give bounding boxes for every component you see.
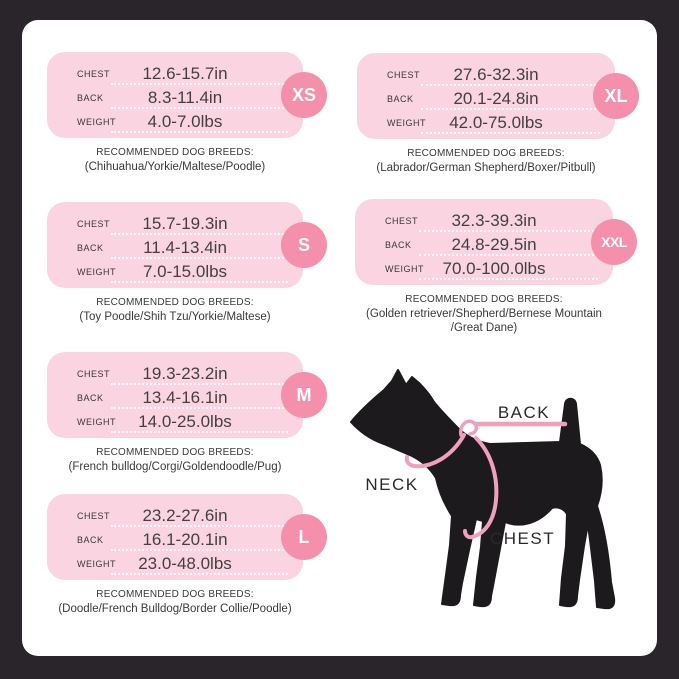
- measure-row-back: [355, 233, 613, 257]
- chest-label: CHEST: [77, 219, 111, 229]
- weight-value: 4.0-7.0lbs: [147, 112, 223, 131]
- measure-row-chest: [47, 62, 303, 86]
- weight-value: 14.0-25.0lbs: [138, 412, 232, 431]
- chest-label: CHEST: [77, 511, 111, 521]
- chest-value: 19.3-23.2in: [142, 364, 228, 383]
- breeds-block: [355, 294, 613, 336]
- back-value: 16.1-20.1in: [142, 530, 228, 549]
- breeds-heading: RECOMMENDED DOG BREEDS:: [96, 147, 254, 158]
- size-card-xs: [47, 52, 316, 174]
- chest-label: CHEST: [387, 70, 421, 80]
- breeds-list: (Golden retriever/Shepherd/Bernese Mountain /Great Dane): [366, 308, 602, 335]
- back-label: BACK: [77, 535, 104, 545]
- chest-value: 23.2-27.6in: [142, 506, 228, 525]
- measure-row-weight: [47, 260, 303, 284]
- weight-value: 42.0-75.0lbs: [449, 113, 543, 132]
- measurement-box: [355, 199, 627, 285]
- chest-label: CHEST: [77, 69, 111, 79]
- back-label: BACK: [77, 243, 104, 253]
- measurement-box: [47, 494, 310, 580]
- measure-row-chest: [47, 212, 303, 236]
- breeds-block: [47, 147, 303, 174]
- measure-row-weight: [355, 257, 613, 281]
- chest-value: 12.6-15.7in: [142, 64, 228, 83]
- weight-label: WEIGHT: [77, 267, 116, 277]
- measure-row-back: [47, 86, 303, 110]
- back-value: 13.4-16.1in: [142, 388, 228, 407]
- breeds-heading: RECOMMENDED DOG BREEDS:: [405, 294, 563, 305]
- size-badge-m: M: [281, 372, 327, 418]
- size-badge-xl: XL: [593, 73, 639, 119]
- breeds-list: (Chihuahua/Yorkie/Maltese/Poodle): [84, 161, 266, 173]
- chest-value: 15.7-19.3in: [142, 214, 228, 233]
- diagram-chest-label: CHEST: [490, 529, 556, 548]
- size-card-xl: [357, 53, 628, 175]
- breeds-list: (Labrador/German Shepherd/Boxer/Pitbull): [376, 162, 596, 174]
- chest-label: CHEST: [385, 216, 419, 226]
- back-label: BACK: [385, 240, 412, 250]
- breeds-block: [47, 297, 303, 324]
- weight-value: 23.0-48.0lbs: [138, 554, 232, 573]
- size-badge-s: S: [281, 222, 327, 268]
- breeds-list: (French bulldog/Corgi/Goldendoodle/Pug): [68, 461, 282, 473]
- size-card-s: [47, 202, 310, 324]
- breeds-heading: RECOMMENDED DOG BREEDS:: [96, 447, 254, 458]
- back-value: 20.1-24.8in: [453, 89, 539, 108]
- measure-row-back: [357, 87, 615, 111]
- size-card-xxl: [355, 199, 627, 336]
- back-label: BACK: [387, 94, 414, 104]
- back-label: BACK: [77, 393, 104, 403]
- breeds-heading: RECOMMENDED DOG BREEDS:: [96, 297, 254, 308]
- weight-label: WEIGHT: [77, 117, 116, 127]
- measurement-box: [47, 352, 312, 438]
- measure-row-weight: [47, 410, 303, 434]
- breeds-list: (Doodle/French Bulldog/Border Collie/Poodle): [58, 603, 292, 615]
- weight-label: WEIGHT: [385, 264, 424, 274]
- measure-row-back: [47, 236, 303, 260]
- chest-label: CHEST: [77, 369, 111, 379]
- weight-label: WEIGHT: [77, 417, 116, 427]
- size-badge-l: L: [281, 514, 327, 560]
- breeds-block: [357, 148, 615, 175]
- measure-row-weight: [357, 111, 615, 135]
- breeds-block: [47, 447, 303, 474]
- size-badge-xs: XS: [281, 72, 327, 118]
- diagram-neck-label: NECK: [365, 475, 419, 494]
- weight-label: WEIGHT: [387, 118, 426, 128]
- measurement-box: [47, 52, 316, 138]
- size-card-l: [47, 494, 310, 616]
- measure-row-chest: [47, 362, 303, 386]
- measure-row-chest: [355, 209, 613, 233]
- measurement-box: [47, 202, 310, 288]
- back-value: 8.3-11.4in: [147, 88, 223, 107]
- measure-row-weight: [47, 110, 303, 134]
- dog-silhouette-diagram: [348, 356, 633, 656]
- measure-row-weight: [47, 552, 303, 576]
- measure-row-back: [47, 528, 303, 552]
- weight-label: WEIGHT: [77, 559, 116, 569]
- chest-value: 32.3-39.3in: [451, 211, 537, 230]
- measure-row-back: [47, 386, 303, 410]
- back-value: 24.8-29.5in: [451, 235, 537, 254]
- back-label: BACK: [77, 93, 104, 103]
- measure-row-chest: [47, 504, 303, 528]
- weight-value: 70.0-100.0lbs: [442, 259, 546, 278]
- measurement-box: [357, 53, 628, 139]
- breeds-heading: RECOMMENDED DOG BREEDS:: [96, 589, 254, 600]
- breeds-heading: RECOMMENDED DOG BREEDS:: [407, 148, 565, 159]
- size-card-m: [47, 352, 312, 474]
- chest-value: 27.6-32.3in: [453, 65, 539, 84]
- measure-row-chest: [357, 63, 615, 87]
- size-badge-xxl: XXL: [591, 219, 637, 265]
- breeds-block: [47, 589, 303, 616]
- weight-value: 7.0-15.0lbs: [142, 262, 228, 281]
- diagram-back-label: BACK: [497, 403, 551, 422]
- breeds-list: (Toy Poodle/Shih Tzu/Yorkie/Maltese): [79, 311, 271, 323]
- back-value: 11.4-13.4in: [143, 238, 227, 257]
